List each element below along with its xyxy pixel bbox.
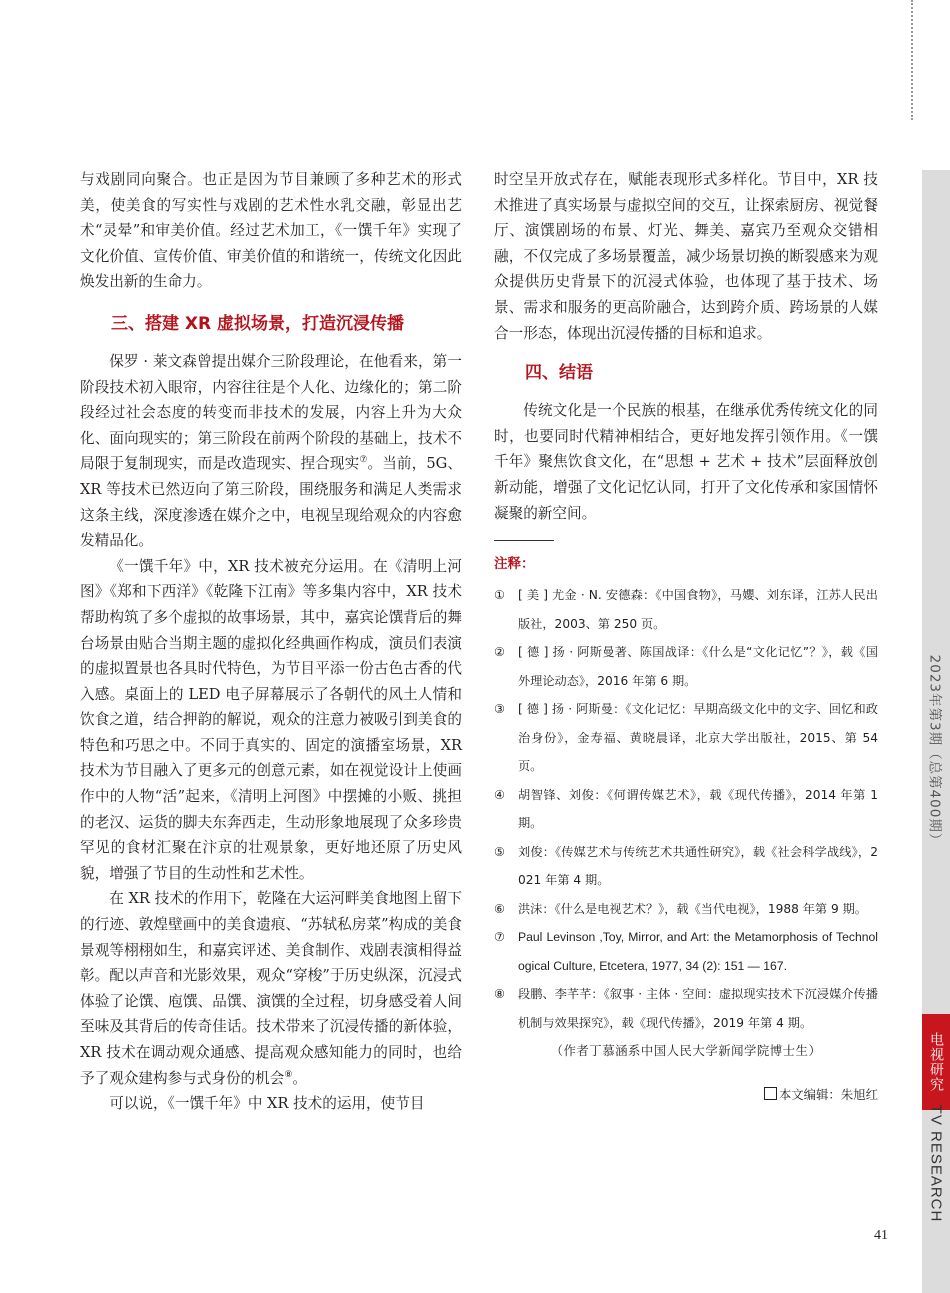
paragraph-text: 。 bbox=[292, 1069, 308, 1087]
note-item bbox=[494, 923, 878, 980]
notes-list bbox=[494, 581, 878, 1037]
note-number: ④ bbox=[494, 787, 505, 802]
paragraph-xr-usage: 《一馔千年》中，XR 技术被充分运用。在《清明上河图》《郑和下西洋》《乾隆下江南》等多集内容中，XR 技术帮助构筑了多个虚拟的故事场景，其中，嘉宾论馔背后的舞台场景由贴合当期主题的虚拟化经典画作构成，演员们表演的虚拟置景也各具时代特色，为节目平添一份古色古香的代入感。桌面上的 LED 电子屏幕展示了各朝代的风土人情和饮食之道，结合押韵的解说，观众的注意力被吸引到美食的特色和巧思之中。不同于真实的、固定的演播室场景，XR 技术为节目融入了更多元的创意元素，如在视觉设计上使画作中的人物“活”起来，《清明上河图》中摆摊的小贩、挑担的老汉、运货的脚夫东奔西走，生动形象地展现了众多珍贵罕见的食材汇聚在汴京的壮观景象，更好地还原了历史风貌，增强了节目的生动性和艺术性。 bbox=[80, 557, 462, 882]
note-text: Paul Levinson ,Toy, Mirror, and Art: the Metamorphosis of Technological Culture, Etcetera, 1977, 34 (2): 151 — 167. bbox=[518, 930, 878, 973]
paragraph-text: 。当前，5G、XR 等技术已然迈向了第三阶段，围绕服务和满足人类需求这条主线，深度渗透在媒介之中，电视呈现给观众的内容愈发精品化。 bbox=[80, 455, 462, 550]
note-text: [ 德 ] 扬 · 阿斯曼：《文化记忆：早期高级文化中的文字、回忆和政治身份》，金寿福、黄晓晨译，北京大学出版社，2015、第 54 页。 bbox=[518, 702, 878, 774]
note-text: 胡智锋、刘俊：《何谓传媒艺术》，载《现代传播》，2014 年第 1 期。 bbox=[518, 787, 878, 831]
note-number: ⑤ bbox=[494, 844, 505, 859]
paragraph-text: 在 XR 技术的作用下，乾隆在大运河畔美食地图上留下的行迹、敦煌壁画中的美食遗痕、“苏轼私房菜”构成的美食景观等栩栩如生，和嘉宾评述、美食制作、戏剧表演相得益彰。配以声音和光影效果，观众“穿梭”于历史纵深，沉浸式体验了论馔、庖馔、品馔、演馔的全过程，切身感受着人间至味及其背后的传奇佳话。技术带来了沉浸传播的新体验，XR 技术在调动观众通感、提高观众感知能力的同时，也给予了观众建构参与式身份的机会 bbox=[80, 890, 462, 1087]
note-item bbox=[494, 695, 878, 781]
note-text: 洪沫：《什么是电视艺术？》，载《当代电视》，1988 年第 9 期。 bbox=[518, 901, 867, 916]
note-text: [ 美 ] 尤金 · N. 安德森：《中国食物》，马孆、刘东译，江苏人民出版社，2003、第 250 页。 bbox=[518, 588, 878, 631]
footnote-ref-7: ⑦ bbox=[359, 455, 368, 466]
heading-section-3: 三、搭建 XR 虚拟场景，打造沉浸传播 bbox=[111, 313, 405, 334]
editor-credit bbox=[494, 1083, 878, 1107]
journal-label bbox=[922, 1104, 950, 1222]
author-note: （作者丁慕涵系中国人民大学新闻学院博士生） bbox=[550, 1043, 822, 1059]
footnote-ref-8: ⑧ bbox=[284, 1069, 293, 1080]
note-item bbox=[494, 838, 878, 895]
note-number: ③ bbox=[494, 702, 505, 717]
paragraph-intro: 与戏剧同向聚合。也正是因为节目兼顾了多种艺术的形式美，使美食的写实性与戏剧的艺术性水乳交融，彰显出艺术“灵晕”和审美价值。经过艺术加工，《一馔千年》实现了文化价值、宣传价值、审美价值的和谐统一，传统文化因此焕发出新的生命力。 bbox=[80, 171, 462, 291]
editor-text: 本文编辑：朱旭红 bbox=[778, 1087, 878, 1103]
issue-text: 2023年第3期（总第400期） bbox=[926, 654, 942, 847]
paragraph-media-theory bbox=[80, 349, 462, 554]
note-item bbox=[494, 980, 878, 1037]
note-text: [ 德 ] 扬 · 阿斯曼著、陈国战译：《什么是“文化记忆”？》，载《国外理论动态》，2016 年第 6 期。 bbox=[518, 645, 878, 688]
note-number: ⑧ bbox=[494, 987, 505, 1002]
square-icon bbox=[764, 1087, 777, 1100]
journal-text: TV RESEARCH bbox=[927, 1104, 945, 1222]
paragraph-conclusion: 传统文化是一个民族的根基，在继承优秀传统文化的同时，也要同时代精神相结合，更好地发挥引领作用。《一馔千年》聚焦饮食文化，在“思想 + 艺术 + 技术”层面释放创新动能，增强了文化记忆认同，打开了文化传承和家国情怀凝聚的新空间。 bbox=[494, 402, 878, 522]
paragraph-text: 保罗 · 莱文森曾提出媒介三阶段理论，在他看来，第一阶段技术初入眼帘，内容往往是个人化、边缘化的；第二阶段经过社会态度的转变而非技术的发展，内容上升为大众化、面向现实的；第三阶段在前两个阶段的基础上，技术不局限于复制现实，而是改造现实、捏合现实 bbox=[80, 352, 462, 473]
note-number: ⑥ bbox=[494, 901, 505, 916]
paragraph-xr-effect bbox=[80, 886, 462, 1091]
note-number: ② bbox=[494, 645, 505, 660]
notes-title: 注释： bbox=[494, 556, 535, 573]
paragraph-continuation: 时空呈开放式存在，赋能表现形式多样化。节目中，XR 技术推进了真实场景与虚拟空间的交互，让探索厨房、视觉餐厅、演馔剧场的布景、灯光、舞美、嘉宾乃至观众交错相融，不仅完成了多场景覆盖，减少场景切换的断裂感来为观众提供历史背景下的沉浸式体验，也体现了基于技术、场景、需求和服务的更高阶融合，达到跨介质、跨场景的人媒合一形态，体现出沉浸传播的目标和追求。 bbox=[494, 171, 878, 342]
section-tab bbox=[922, 1014, 950, 1110]
note-item bbox=[494, 638, 878, 695]
section-text: 电视研究 bbox=[928, 1032, 944, 1092]
paragraph-summary-start: 可以说，《一馔千年》中 XR 技术的运用，使节目 bbox=[109, 1095, 425, 1113]
right-column bbox=[494, 167, 878, 1107]
note-item bbox=[494, 781, 878, 838]
note-item bbox=[494, 581, 878, 638]
heading-section-4: 四、结语 bbox=[525, 363, 593, 384]
issue-label bbox=[922, 628, 950, 873]
note-number: ⑦ bbox=[494, 930, 505, 945]
note-item bbox=[494, 895, 878, 924]
dotted-border-line bbox=[911, 0, 913, 120]
note-text: 刘俊：《传媒艺术与传统艺术共通性研究》，载《社会科学战线》，2021 年第 4 期。 bbox=[518, 844, 878, 888]
page-number: 41 bbox=[874, 1228, 888, 1243]
left-column bbox=[80, 167, 462, 1117]
note-text: 段鹏、李芊芊：《叙事 · 主体 · 空间：虚拟现实技术下沉浸媒介传播机制与效果探究》，载《现代传播》，2019 年第 4 期。 bbox=[518, 987, 878, 1030]
notes-divider bbox=[494, 540, 554, 541]
note-number: ① bbox=[494, 588, 505, 603]
